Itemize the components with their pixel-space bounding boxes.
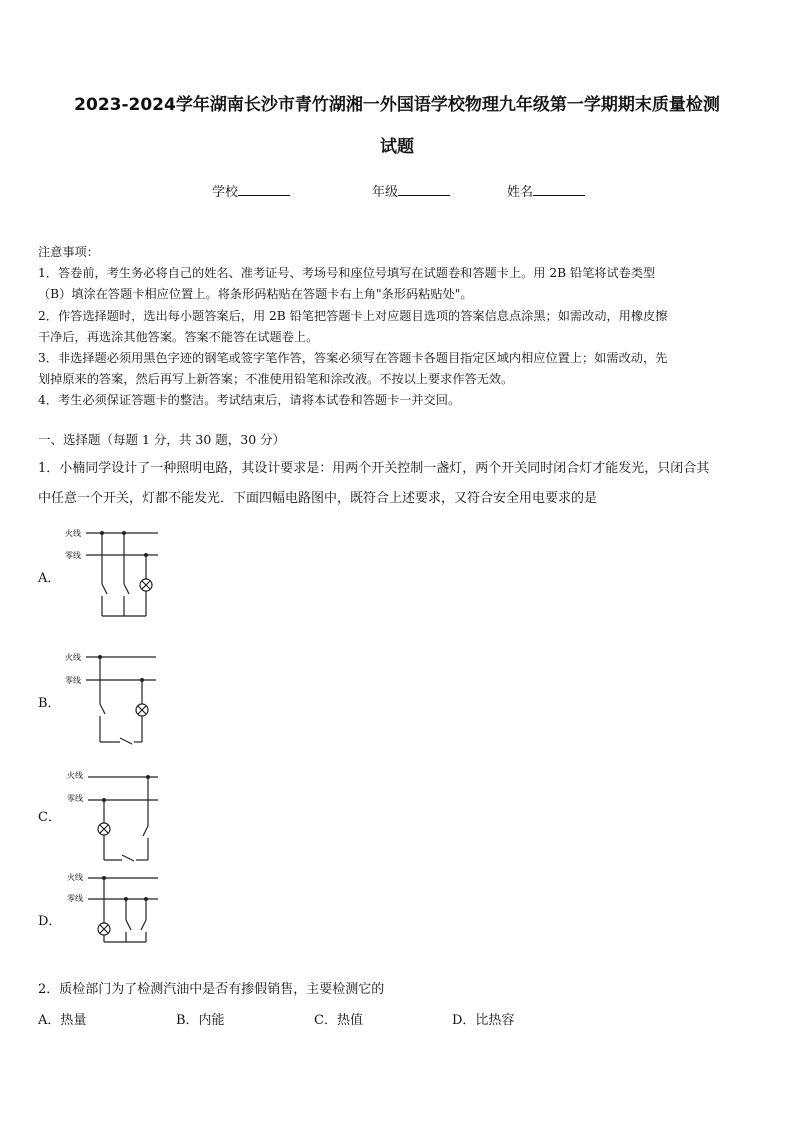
option-a-label: A．	[38, 571, 61, 586]
question-1-line1: 1．小楠同学设计了一种照明电路，其设计要求是：用两个开关控制一盏灯，两个开关同时闭合灯才能发光，只闭合其	[38, 461, 710, 476]
notes-line: 1．答卷前，考生务必将自己的姓名、准考证号、考场号和座位号填写在试题卷和答题卡上。用 2B 铅笔将试卷类型	[38, 266, 656, 281]
q2-choice-a: A．热量	[38, 1013, 87, 1028]
live-wire-label: 火线	[65, 529, 81, 538]
name-label: 姓名	[507, 185, 534, 200]
notes-line: 干净后，再选涂其他答案。答案不能答在试题卷上。	[38, 329, 319, 344]
school-label: 学校	[212, 185, 239, 200]
notes-line: （B）填涂在答题卡相应位置上。将条形码粘贴在答题卡右上角"条形码粘贴处"。	[38, 287, 473, 302]
notes-heading: 注意事项：	[38, 245, 99, 259]
question-1-line2: 中任意一个开关，灯都不能发光．下面四幅电路图中，既符合上述要求，又符合安全用电要求的是	[38, 491, 598, 506]
exam-notes	[38, 242, 758, 412]
option-d-label: D．	[38, 914, 62, 929]
name-blank	[533, 183, 585, 196]
paper-title-line1: 2023-2024学年湖南长沙市青竹湖湘一外国语学校物理九年级第一学期期末质量检测	[74, 95, 720, 115]
circuit-diagram-c	[62, 768, 172, 868]
school-field	[212, 181, 290, 200]
paper-title-line2: 试题	[380, 137, 414, 157]
neutral-wire-label: 零线	[67, 794, 83, 803]
notes-line: 3．非选择题必须用黑色字迹的钢笔或签字笔作答，答案必须写在答题卡各题目指定区域内相应位置上；如需改动，先	[38, 351, 668, 366]
live-wire-label: 火线	[67, 771, 83, 780]
live-wire-label: 火线	[67, 873, 83, 882]
grade-blank	[398, 183, 450, 196]
school-blank	[238, 183, 290, 196]
circuit-diagram-b	[62, 646, 172, 746]
grade-field	[372, 181, 450, 200]
q2-choice-d: D．比热容	[452, 1013, 515, 1028]
circuit-diagram-a	[62, 522, 172, 622]
circuit-diagram-d	[62, 870, 172, 955]
q2-choice-c: C．热值	[314, 1013, 363, 1028]
option-b-label: B．	[38, 696, 61, 711]
q2-choice-b: B．内能	[176, 1013, 225, 1028]
question-2-stem: 2．质检部门为了检测汽油中是否有掺假销售，主要检测它的	[38, 982, 385, 997]
section-heading: 一、选择题（每题 1 分，共 30 题，30 分）	[38, 432, 286, 447]
name-field	[507, 181, 585, 200]
grade-label: 年级	[372, 185, 399, 200]
notes-line: 4．考生必须保证答题卡的整洁。考试结束后，请将本试卷和答题卡一并交回。	[38, 393, 461, 408]
neutral-wire-label: 零线	[65, 551, 81, 560]
notes-line: 2．作答选择题时，选出每小题答案后，用 2B 铅笔把答题卡上对应题目选项的答案信息点涂黑；如需改动，用橡皮擦	[38, 308, 668, 323]
neutral-wire-label: 零线	[67, 894, 83, 903]
notes-line: 划掉原来的答案，然后再写上新答案；不准使用铅笔和涂改液。不按以上要求作答无效。	[38, 372, 514, 387]
neutral-wire-label: 零线	[65, 676, 81, 685]
option-c-label: C．	[38, 810, 61, 825]
live-wire-label: 火线	[65, 653, 81, 662]
